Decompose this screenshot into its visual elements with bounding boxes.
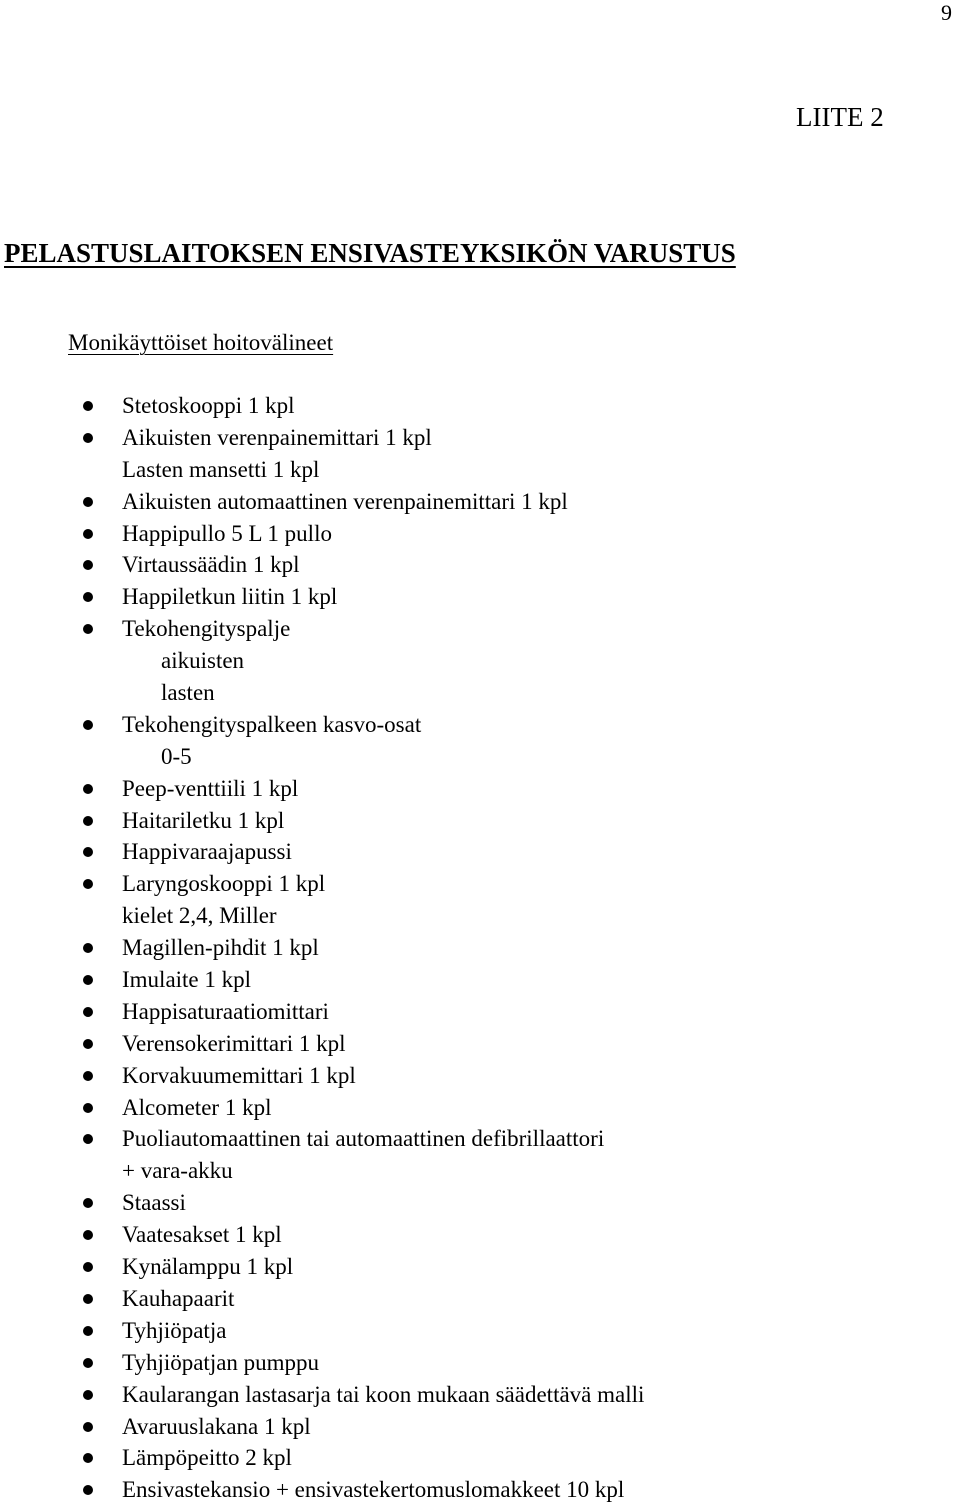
bullet-icon (83, 401, 93, 411)
list-item (0, 709, 960, 741)
list-item-text: Lämpöpeitto 2 kpl (122, 1445, 292, 1471)
bullet-icon (83, 720, 93, 730)
bullet-icon (83, 1262, 93, 1272)
list-item (0, 773, 960, 805)
list-item (0, 1283, 960, 1315)
list-item-text: Aikuisten automaattinen verenpainemittari 1 kpl (122, 488, 568, 514)
list-item (0, 1379, 960, 1411)
list-item (0, 1187, 960, 1219)
bullet-icon (83, 1294, 93, 1304)
bullet-icon (83, 1422, 93, 1432)
list-item-text: Kauhapaarit (122, 1285, 235, 1311)
list-item (0, 454, 960, 486)
bullet-icon (83, 1007, 93, 1017)
list-item (0, 1442, 960, 1474)
bullet-icon (83, 529, 93, 539)
bullet-icon (83, 975, 93, 985)
list-item (0, 741, 960, 773)
bullet-icon (83, 847, 93, 857)
bullet-icon (83, 624, 93, 634)
list-item-text: Peep-venttiili 1 kpl (122, 775, 299, 801)
bullet-icon (83, 816, 93, 826)
bullet-icon (83, 1230, 93, 1240)
list-item-text: Happiletkun liitin 1 kpl (122, 584, 338, 610)
list-item (0, 900, 960, 932)
list-item (0, 613, 960, 645)
bullet-icon (83, 1358, 93, 1368)
list-item-text: Tyhjiöpatja (122, 1317, 227, 1343)
list-item (0, 549, 960, 581)
list-item (0, 581, 960, 613)
appendix-label: LIITE 2 (796, 102, 884, 132)
list-item (0, 805, 960, 837)
list-item (0, 1060, 960, 1092)
list-item (0, 996, 960, 1028)
list-item (0, 1219, 960, 1251)
list-item-text: Vaatesakset 1 kpl (122, 1222, 282, 1248)
list-item-text: Kaularangan lastasarja tai koon mukaan säädettävä malli (122, 1381, 645, 1407)
list-item (0, 868, 960, 900)
bullet-icon (83, 784, 93, 794)
list-item (0, 486, 960, 518)
bullet-icon (83, 943, 93, 953)
bullet-icon (83, 1326, 93, 1336)
list-item-text: Korvakuumemittari 1 kpl (122, 1062, 356, 1088)
list-item-text: kielet 2,4, Miller (122, 903, 277, 929)
bullet-icon (83, 560, 93, 570)
list-item-text: Lasten mansetti 1 kpl (122, 456, 320, 482)
list-item (0, 964, 960, 996)
list-item-text: Laryngoskooppi 1 kpl (122, 871, 326, 897)
list-item-text: Tyhjiöpatjan pumppu (122, 1349, 320, 1375)
list-item (0, 1474, 960, 1506)
list-item (0, 1251, 960, 1283)
list-item-text: 0-5 (161, 743, 192, 769)
bullet-icon (83, 1485, 93, 1495)
list-item-text: Haitariletku 1 kpl (122, 807, 285, 833)
list-item-text: Happivaraajapussi (122, 839, 292, 865)
list-item-text: Tekohengityspalkeen kasvo-osat (122, 711, 422, 737)
list-item-text: Staassi (122, 1190, 186, 1216)
bullet-icon (83, 1198, 93, 1208)
bullet-icon (83, 433, 93, 443)
list-item-text: Imulaite 1 kpl (122, 967, 252, 993)
list-item-text: Magillen-pihdit 1 kpl (122, 935, 319, 961)
list-item (0, 518, 960, 550)
list-item-text: Puoliautomaattinen tai automaattinen defibrillaattori (122, 1126, 605, 1152)
list-item (0, 1315, 960, 1347)
list-item-text: aikuisten (161, 648, 245, 674)
list-item-text: Happipullo 5 L 1 pullo (122, 520, 332, 546)
list-item-text: Stetoskooppi 1 kpl (122, 393, 295, 418)
list-item (0, 1155, 960, 1187)
list-item-text: Tekohengityspalje (122, 616, 291, 642)
list-item (0, 422, 960, 454)
list-item (0, 1123, 960, 1155)
list-item-text: Aikuisten verenpainemittari 1 kpl (122, 424, 432, 450)
equipment-list (0, 390, 960, 1506)
bullet-icon (83, 1071, 93, 1081)
list-item (0, 677, 960, 709)
list-item-text: Happisaturaatiomittari (122, 998, 329, 1024)
list-item (0, 645, 960, 677)
section-subtitle: Monikäyttöiset hoitovälineet (68, 330, 334, 355)
list-item (0, 1092, 960, 1124)
list-item (0, 1347, 960, 1379)
list-item-text: Ensivastekansio + ensivastekertomuslomakkeet 10 kpl (122, 1477, 625, 1503)
document-title: PELASTUSLAITOKSEN ENSIVASTEYKSIKÖN VARUSTUS (4, 238, 736, 268)
list-item (0, 932, 960, 964)
bullet-icon (83, 1453, 93, 1463)
list-item-text: Kynälamppu 1 kpl (122, 1254, 294, 1280)
list-item-text: lasten (161, 680, 215, 706)
page-number: 9 (941, 0, 952, 25)
bullet-icon (83, 497, 93, 507)
bullet-icon (83, 1103, 93, 1113)
list-item-text: Alcometer 1 kpl (122, 1094, 272, 1120)
list-item (0, 390, 960, 422)
bullet-icon (83, 592, 93, 602)
bullet-icon (83, 879, 93, 889)
list-item (0, 1411, 960, 1443)
list-item-text: + vara-akku (122, 1158, 233, 1184)
list-item-text: Avaruuslakana 1 kpl (122, 1413, 311, 1439)
list-item (0, 836, 960, 868)
bullet-icon (83, 1039, 93, 1049)
bullet-icon (83, 1390, 93, 1400)
list-item-text: Verensokerimittari 1 kpl (122, 1030, 346, 1056)
list-item-text: Virtaussäädin 1 kpl (122, 552, 300, 578)
list-item (0, 1028, 960, 1060)
bullet-icon (83, 1134, 93, 1144)
